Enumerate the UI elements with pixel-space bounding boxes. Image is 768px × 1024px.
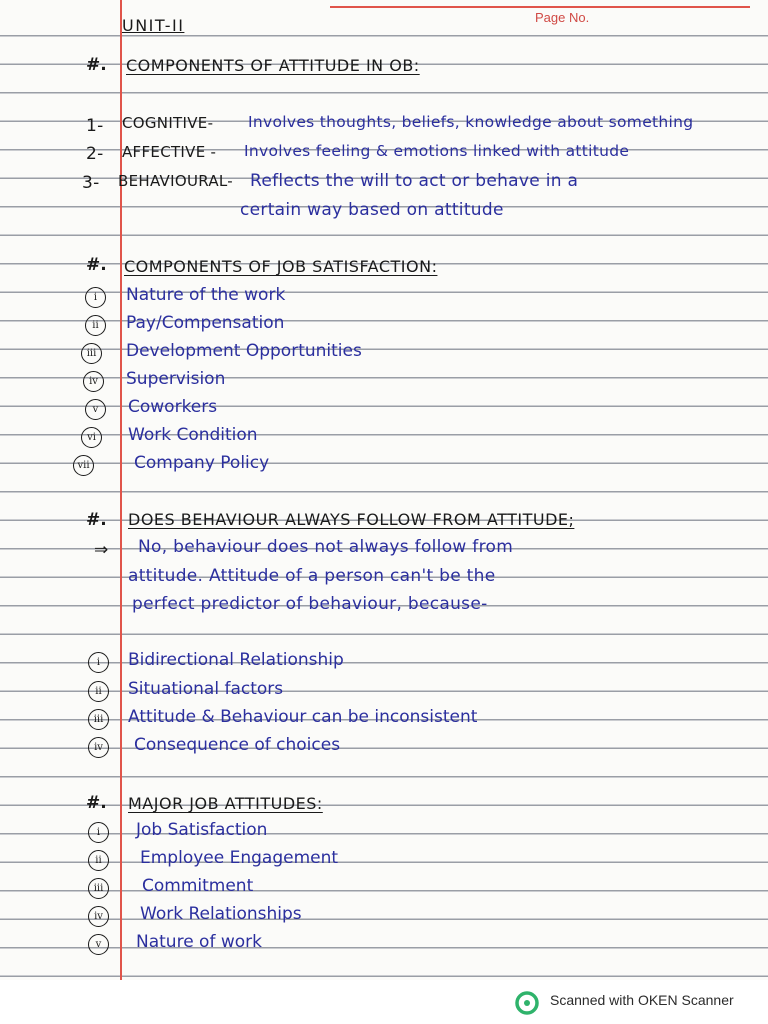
- list-item: Development Opportunities: [126, 341, 362, 361]
- arrow-icon: ⇒: [94, 540, 109, 560]
- component-text-behavioural-cont: certain way based on attitude: [240, 200, 504, 220]
- component-text-behavioural: Reflects the will to act or behave in a: [250, 171, 579, 191]
- section-heading-behaviour-attitude: DOES BEHAVIOUR ALWAYS FOLLOW FROM ATTITUDE;: [128, 510, 575, 529]
- list-item: Nature of work: [136, 932, 262, 952]
- roman-numeral-badge: vii: [73, 455, 94, 476]
- list-item: Situational factors: [128, 679, 284, 699]
- list-item: Employee Engagement: [140, 848, 339, 868]
- paragraph-line: perfect predictor of behaviour, because-: [132, 594, 488, 614]
- roman-numeral-badge: iv: [88, 906, 109, 927]
- hash-mark: #.: [86, 510, 107, 530]
- list-item: Attitude & Behaviour can be inconsistent: [128, 707, 478, 727]
- list-number: 2-: [86, 144, 104, 164]
- list-number: 3-: [82, 173, 100, 193]
- component-label-affective: AFFECTIVE -: [122, 143, 217, 161]
- page-number-label: Page No.: [535, 10, 590, 25]
- roman-numeral-badge: vi: [81, 427, 102, 448]
- list-item: Commitment: [142, 876, 254, 896]
- component-label-cognitive: COGNITIVE-: [122, 114, 214, 132]
- section-heading-attitude-components: COMPONENTS OF ATTITUDE IN OB:: [126, 56, 420, 75]
- list-number: 1-: [86, 116, 104, 136]
- list-item: Coworkers: [128, 397, 218, 417]
- roman-numeral-badge: iii: [88, 709, 109, 730]
- roman-numeral-badge: v: [85, 399, 106, 420]
- component-text-cognitive: Involves thoughts, beliefs, knowledge about something: [248, 113, 694, 131]
- list-item: Work Relationships: [140, 904, 302, 924]
- list-item: Supervision: [126, 369, 226, 389]
- section-heading-job-satisfaction: COMPONENTS OF JOB SATISFACTION:: [124, 257, 438, 276]
- hash-mark: #.: [86, 793, 107, 813]
- roman-numeral-badge: ii: [85, 315, 106, 336]
- unit-title: UNIT-II: [122, 16, 185, 35]
- component-label-behavioural: BEHAVIOURAL-: [118, 172, 234, 190]
- roman-numeral-badge: iv: [88, 737, 109, 758]
- scanner-watermark-text: Scanned with OKEN Scanner: [550, 992, 734, 1008]
- section-heading-major-job-attitudes: MAJOR JOB ATTITUDES:: [128, 794, 323, 813]
- scanner-logo-icon: [515, 991, 539, 1015]
- roman-numeral-badge: iii: [81, 343, 102, 364]
- roman-numeral-badge: iv: [83, 371, 104, 392]
- roman-numeral-badge: i: [88, 652, 109, 673]
- list-item: Consequence of choices: [134, 735, 341, 755]
- paragraph-line: attitude. Attitude of a person can't be the: [128, 566, 496, 586]
- header-rule: [330, 6, 750, 8]
- component-text-affective: Involves feeling & emotions linked with attitude: [244, 142, 630, 160]
- list-item: Pay/Compensation: [126, 313, 285, 333]
- hash-mark: #.: [86, 255, 107, 275]
- roman-numeral-badge: iii: [88, 878, 109, 899]
- list-item: Nature of the work: [126, 285, 286, 305]
- roman-numeral-badge: v: [88, 934, 109, 955]
- roman-numeral-badge: i: [88, 822, 109, 843]
- paragraph-line: No, behaviour does not always follow from: [138, 537, 514, 557]
- roman-numeral-badge: ii: [88, 681, 109, 702]
- list-item: Bidirectional Relationship: [128, 650, 344, 670]
- roman-numeral-badge: ii: [88, 850, 109, 871]
- hash-mark: #.: [86, 55, 107, 75]
- list-item: Work Condition: [128, 425, 258, 445]
- list-item: Company Policy: [134, 453, 270, 473]
- list-item: Job Satisfaction: [136, 820, 268, 840]
- roman-numeral-badge: i: [85, 287, 106, 308]
